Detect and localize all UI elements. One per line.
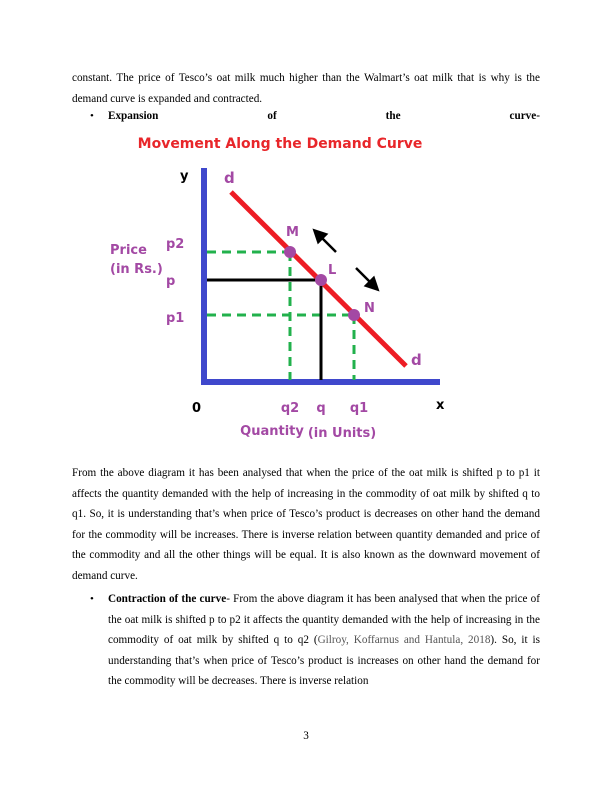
y-axis-title-line1: Price xyxy=(110,243,147,258)
point-n-marker xyxy=(348,309,360,321)
bullet-contraction xyxy=(72,589,540,692)
point-m-marker xyxy=(284,246,296,258)
y-axis-letter: y xyxy=(180,169,189,184)
heading-word: curve- xyxy=(509,110,540,122)
bullet-contraction-text-end: ). So, it is understanding that’s when price of Tesco’s product is increases on other hand the demand for the commodity will be decreases. There is inverse relation xyxy=(108,634,540,688)
chart-title: Movement Along the Demand Curve xyxy=(137,136,423,152)
bullet-expansion-heading xyxy=(108,110,540,122)
price-tick-p1: p1 xyxy=(166,311,185,326)
point-l-marker xyxy=(315,274,327,286)
x-axis-title-part1: Quantity xyxy=(240,424,304,439)
paragraph-analysis: From the above diagram it has been analysed that when the price of the oat milk is shifted p to p1 it affects the quantity demanded with the help of increasing in the commodity of oat milk by shifted q to q1. So, it is understanding that’s when price of Tesco’s product is decreases on other hand the demand for the commodity will be increases. There is inverse relation between quantity demanded and price of the commodity and all the other things will be equal. It is also known as the downward movement of demand curve. xyxy=(72,467,540,582)
x-axis-letter: x xyxy=(436,398,445,413)
curve-label-bottom: d xyxy=(411,351,422,369)
point-m-label: M xyxy=(286,225,299,240)
demand-curve-figure xyxy=(100,128,460,448)
page-number: 3 xyxy=(303,730,309,742)
bullet-dot: • xyxy=(90,110,94,122)
point-l-label: L xyxy=(328,263,337,278)
arrow-down-right-icon xyxy=(356,268,376,288)
point-n-label: N xyxy=(364,301,375,316)
quantity-tick-q1: q1 xyxy=(349,401,369,416)
x-axis-title-part2: (in Units) xyxy=(307,426,377,441)
heading-word: of xyxy=(267,110,277,122)
quantity-tick-q2: q2 xyxy=(280,401,300,416)
y-axis-title-line2: (in Rs.) xyxy=(110,262,163,277)
heading-word: the xyxy=(385,110,401,122)
curve-label-top: d xyxy=(224,169,235,187)
quantity-tick-q: q xyxy=(316,401,326,416)
heading-word: Expansion xyxy=(108,110,159,122)
bullet-dot: • xyxy=(90,593,94,605)
bullet-contraction-heading: Contraction of the curve xyxy=(108,593,227,605)
bullet-contraction-text: - From the above diagram it has been analysed that when the price of the oat milk is shifted p to p2 it affects the quantity demanded with the help of increasing in the commodity of oat milk by shifted q to q2 ( xyxy=(108,593,540,647)
bullet-contraction-body xyxy=(108,589,540,692)
price-tick-p2: p2 xyxy=(166,237,185,252)
arrow-up-left-icon xyxy=(316,232,336,252)
citation: Gilroy, Koffarnus and Hantula, 2018 xyxy=(317,634,491,647)
price-tick-p: p xyxy=(166,274,176,289)
origin-label: 0 xyxy=(192,401,202,416)
paragraph-intro: constant. The price of Tesco’s oat milk much higher than the Walmart’s oat milk that is why is the demand curve is expanded and contracted. xyxy=(72,72,540,105)
